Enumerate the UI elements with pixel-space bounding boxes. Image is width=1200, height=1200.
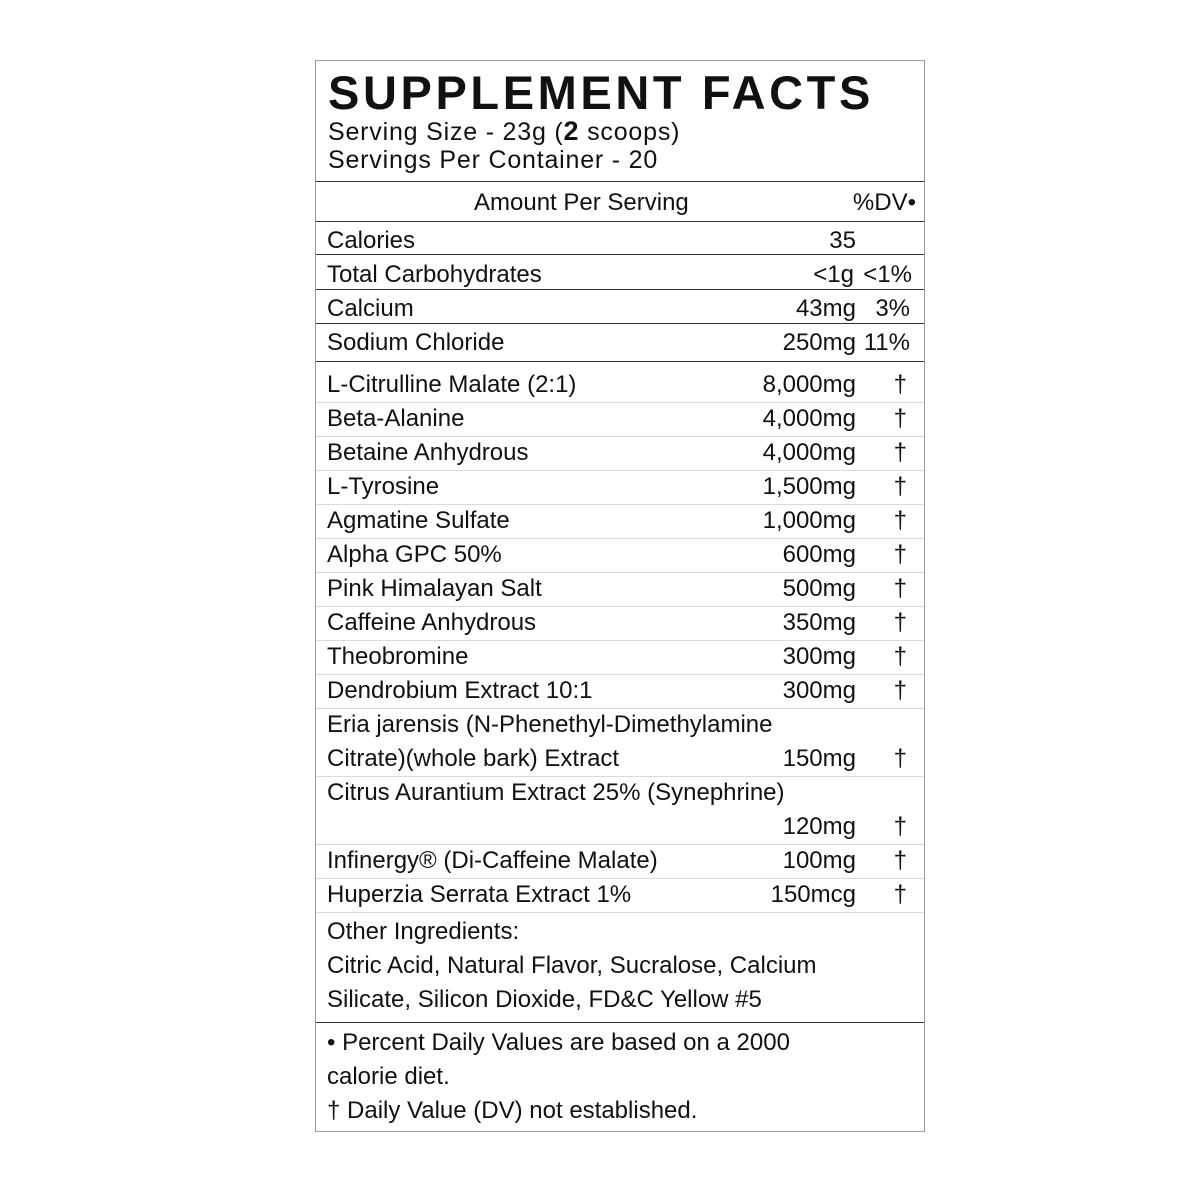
ingredient-dv: † bbox=[893, 813, 907, 840]
ingredient-name: Eria jarensis (N-Phenethyl-Dimethylamine bbox=[327, 711, 773, 738]
nutrient-row-sodium-chloride bbox=[316, 326, 924, 360]
ingredient-amount: 300mg bbox=[782, 677, 856, 704]
ingredient-row bbox=[316, 470, 924, 504]
ingredient-amount: 120mg bbox=[782, 813, 856, 840]
ingredient-row-line1 bbox=[316, 776, 924, 810]
divider bbox=[316, 254, 924, 255]
nutrient-row-calcium bbox=[316, 292, 924, 326]
ingredient-amount: 1,500mg bbox=[762, 473, 856, 500]
ingredient-row bbox=[316, 538, 924, 572]
ingredient-row bbox=[316, 878, 924, 912]
ingredient-name: Theobromine bbox=[327, 643, 469, 670]
serving-size bbox=[328, 116, 680, 147]
nutrient-amount: 43mg bbox=[795, 295, 856, 322]
ingredient-row bbox=[316, 640, 924, 674]
label-title: SUPPLEMENT FACTS bbox=[328, 66, 874, 119]
servings-per-container: Servings Per Container - 20 bbox=[328, 146, 659, 174]
ingredient-amount: 4,000mg bbox=[762, 405, 856, 432]
ingredient-dv: † bbox=[893, 507, 907, 534]
ingredient-name: Agmatine Sulfate bbox=[327, 507, 510, 534]
ingredient-amount: 150mcg bbox=[770, 881, 856, 908]
ingredient-amount: 150mg bbox=[782, 745, 856, 772]
ingredient-amount: 4,000mg bbox=[762, 439, 856, 466]
other-ingredients-heading: Other Ingredients: bbox=[327, 918, 520, 945]
nutrient-dv: <1% bbox=[863, 261, 912, 288]
ingredient-row bbox=[316, 844, 924, 878]
footnote-line: • Percent Daily Values are based on a 2000 bbox=[327, 1029, 790, 1056]
ingredient-name: Citrus Aurantium Extract 25% (Synephrine) bbox=[327, 779, 785, 806]
ingredient-name: Dendrobium Extract 10:1 bbox=[327, 677, 593, 704]
nutrient-name: Calories bbox=[327, 227, 416, 254]
ingredient-row bbox=[316, 572, 924, 606]
ingredient-dv: † bbox=[893, 677, 907, 704]
ingredient-name-continued: Citrate)(whole bark) Extract bbox=[327, 745, 620, 772]
other-ingredients bbox=[327, 915, 917, 1017]
ingredient-row bbox=[316, 674, 924, 708]
nutrient-dv: 11% bbox=[863, 329, 910, 356]
ingredient-name: Beta-Alanine bbox=[327, 405, 465, 432]
footnotes bbox=[327, 1026, 917, 1128]
ingredient-amount: 1,000mg bbox=[762, 507, 856, 534]
nutrient-amount: 250mg bbox=[782, 329, 856, 356]
divider bbox=[316, 221, 924, 222]
ingredient-name: Infinergy® (Di-Caffeine Malate) bbox=[327, 847, 658, 874]
nutrient-row-calories bbox=[316, 224, 924, 258]
ingredient-row bbox=[316, 504, 924, 538]
ingredient-row-line1 bbox=[316, 708, 924, 742]
ingredient-dv: † bbox=[893, 405, 907, 432]
divider bbox=[316, 912, 924, 913]
serving-size-suffix: scoops) bbox=[579, 118, 681, 146]
nutrient-name: Total Carbohydrates bbox=[327, 261, 542, 288]
footnote-line: † Daily Value (DV) not established. bbox=[327, 1097, 698, 1124]
nutrient-name: Sodium Chloride bbox=[327, 329, 505, 356]
amount-per-serving-header: Amount Per Serving bbox=[474, 189, 689, 216]
ingredient-row bbox=[316, 368, 924, 402]
ingredient-dv: † bbox=[893, 643, 907, 670]
dv-header: %DV• bbox=[852, 189, 916, 216]
ingredient-dv: † bbox=[893, 473, 907, 500]
ingredient-name: L-Citrulline Malate (2:1) bbox=[327, 371, 577, 398]
ingredient-row-line2 bbox=[316, 742, 924, 776]
ingredient-dv: † bbox=[893, 541, 907, 568]
ingredient-dv: † bbox=[893, 745, 907, 772]
footnote-line: calorie diet. bbox=[327, 1063, 450, 1090]
ingredient-amount: 600mg bbox=[782, 541, 856, 568]
ingredient-row-line2 bbox=[316, 810, 924, 844]
ingredient-amount: 300mg bbox=[782, 643, 856, 670]
ingredient-name: Huperzia Serrata Extract 1% bbox=[327, 881, 632, 908]
divider bbox=[316, 1022, 924, 1023]
serving-size-number: 2 bbox=[563, 116, 580, 146]
ingredient-row bbox=[316, 436, 924, 470]
ingredient-amount: 350mg bbox=[782, 609, 856, 636]
divider bbox=[316, 181, 924, 182]
nutrient-dv: 3% bbox=[875, 295, 910, 322]
ingredient-row bbox=[316, 402, 924, 436]
supplement-facts-label bbox=[315, 60, 925, 1132]
other-ingredients-line: Silicate, Silicon Dioxide, FD&C Yellow #5 bbox=[327, 986, 762, 1013]
ingredient-dv: † bbox=[893, 847, 907, 874]
ingredient-name: Caffeine Anhydrous bbox=[327, 609, 537, 636]
ingredient-dv: † bbox=[893, 609, 907, 636]
ingredient-amount: 8,000mg bbox=[762, 371, 856, 398]
divider bbox=[316, 289, 924, 290]
nutrient-name: Calcium bbox=[327, 295, 414, 322]
ingredient-name: L-Tyrosine bbox=[327, 473, 440, 500]
nutrient-row-carbohydrates bbox=[316, 258, 924, 292]
ingredient-row bbox=[316, 606, 924, 640]
ingredient-name: Alpha GPC 50% bbox=[327, 541, 502, 568]
other-ingredients-line: Citric Acid, Natural Flavor, Sucralose, Calcium bbox=[327, 952, 817, 979]
ingredient-dv: † bbox=[893, 439, 907, 466]
divider bbox=[316, 361, 924, 362]
ingredient-dv: † bbox=[893, 575, 907, 602]
nutrient-amount: <1g bbox=[813, 261, 854, 288]
serving-size-prefix: Serving Size - 23g ( bbox=[328, 118, 564, 146]
ingredient-amount: 100mg bbox=[782, 847, 856, 874]
ingredient-dv: † bbox=[893, 881, 907, 908]
ingredient-name: Betaine Anhydrous bbox=[327, 439, 529, 466]
divider bbox=[316, 323, 924, 324]
ingredient-amount: 500mg bbox=[782, 575, 856, 602]
ingredient-dv: † bbox=[893, 371, 907, 398]
ingredient-name: Pink Himalayan Salt bbox=[327, 575, 542, 602]
nutrient-amount: 35 bbox=[829, 227, 856, 254]
